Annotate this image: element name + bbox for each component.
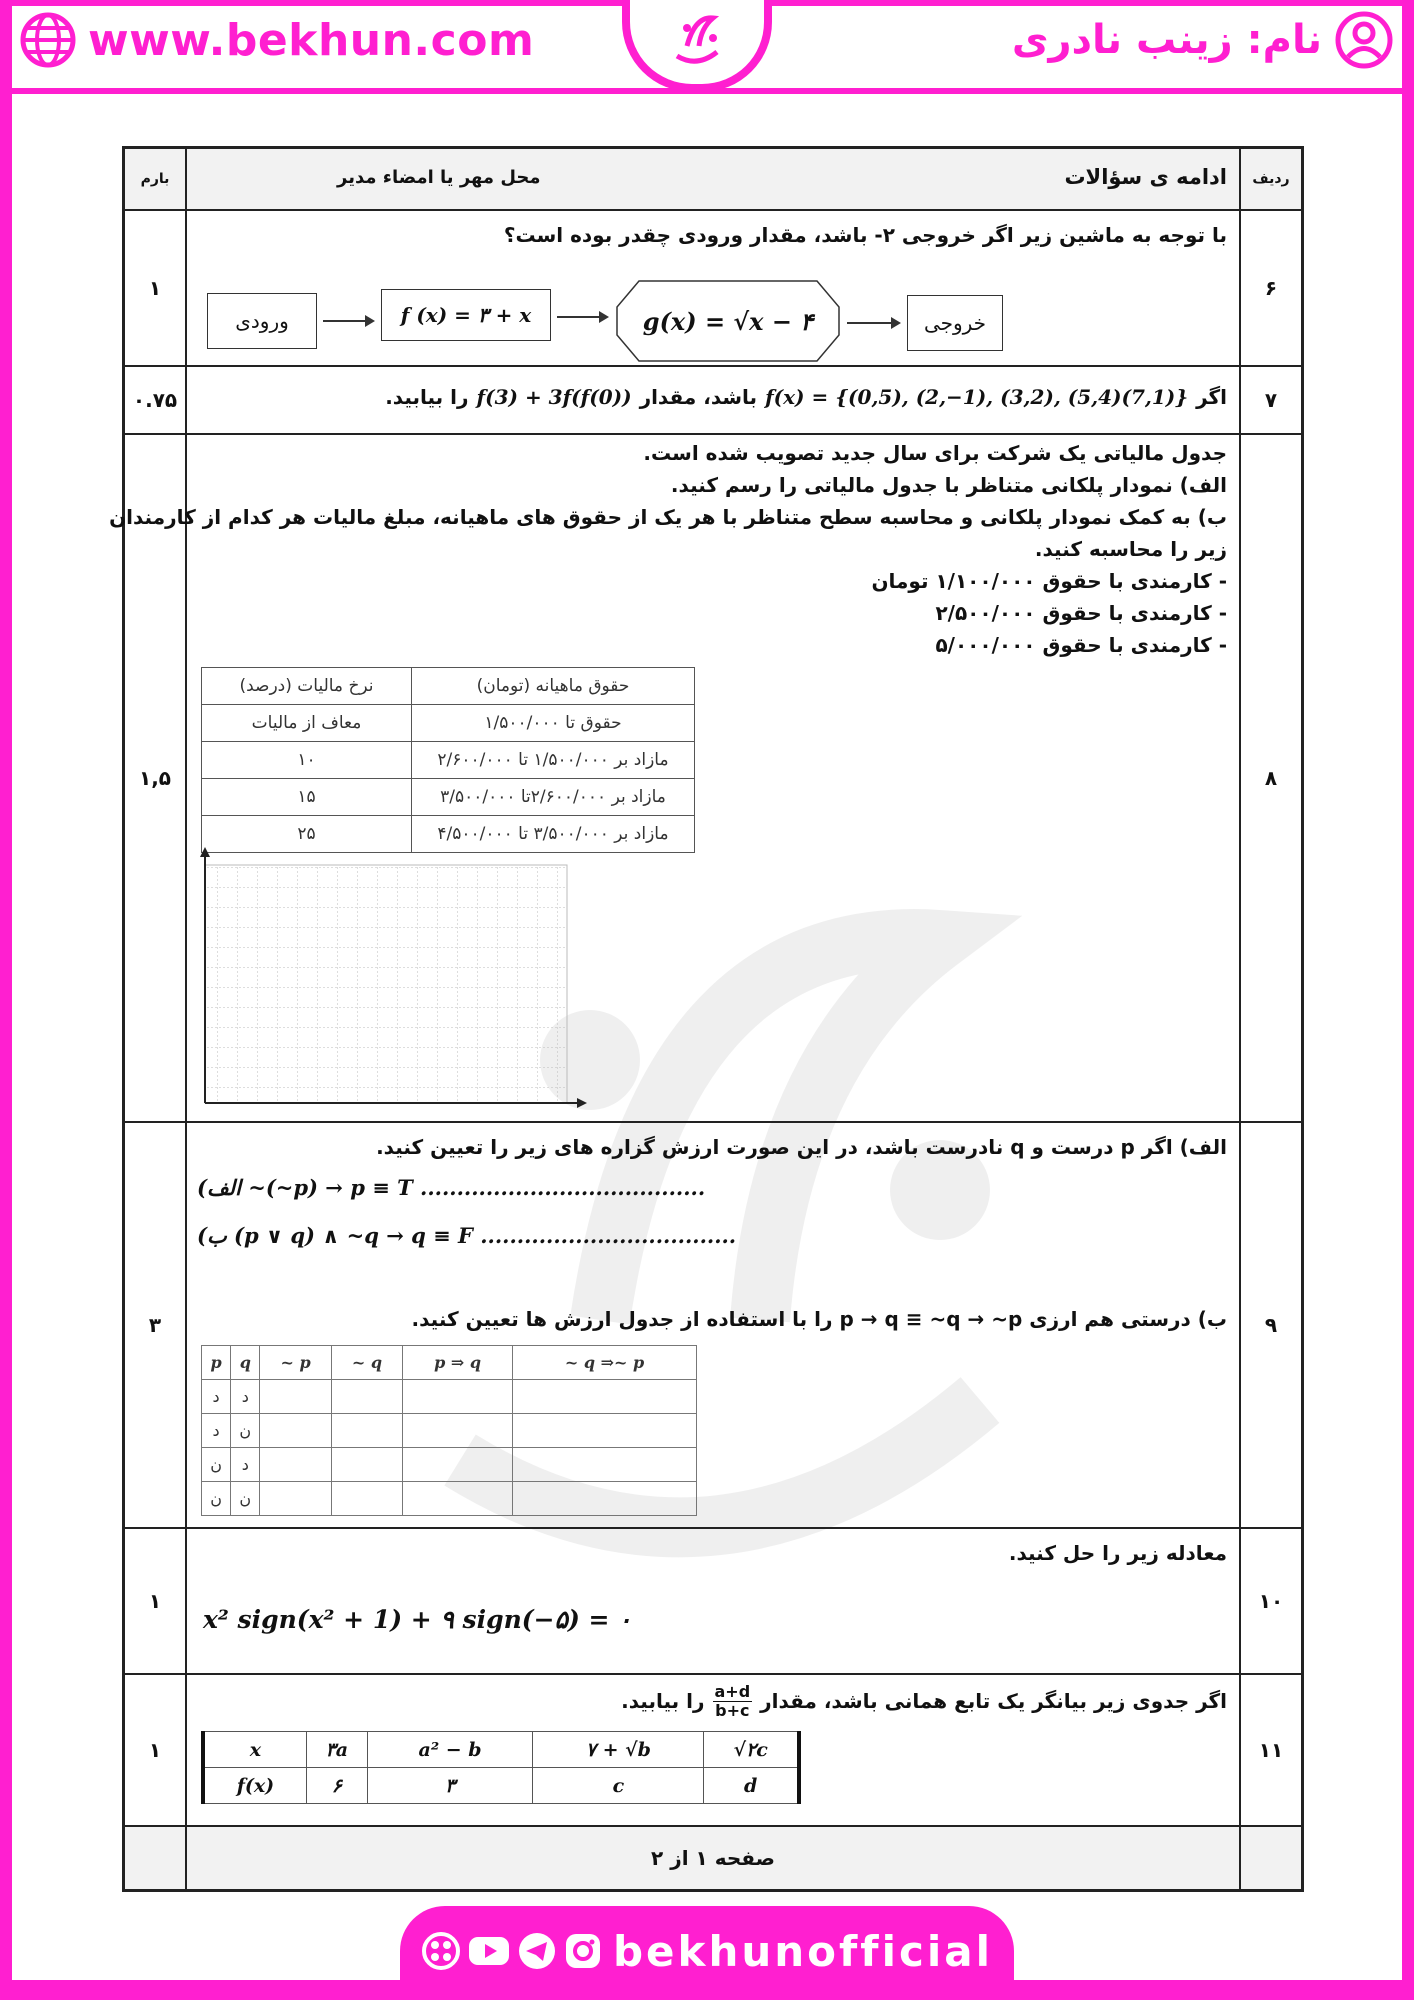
question-score: ۰.۷۵ bbox=[125, 367, 187, 433]
blank-cell[interactable] bbox=[403, 1482, 513, 1516]
table-cell: حقوق تا ۱/۵۰۰/۰۰۰ bbox=[412, 705, 695, 742]
table-cell: معاف از مالیات bbox=[202, 705, 412, 742]
question-number: ۸ bbox=[1239, 435, 1301, 1121]
table-cell: ۷ + √b bbox=[533, 1732, 704, 1768]
table-cell: ۱۰ bbox=[202, 742, 412, 779]
question-line: - کارمندی با حقوق ۱/۱۰۰/۰۰۰ تومان bbox=[871, 569, 1227, 593]
social-handle: bekhunofficial bbox=[612, 1926, 993, 1976]
question-line: جدول مالیاتی یک شرکت برای سال جدید تصویب شده است. bbox=[643, 441, 1227, 465]
user-icon bbox=[1334, 10, 1394, 70]
table-row bbox=[203, 1732, 799, 1768]
question-number: ۶ bbox=[1239, 211, 1301, 365]
q7-text-b: باشد، مقدار bbox=[639, 385, 758, 409]
q11-text-a: اگر جدوی زیر بیانگر یک تابع همانی باشد، مقدار bbox=[760, 1689, 1227, 1714]
question-row bbox=[125, 211, 1301, 367]
table-cell: ن bbox=[231, 1482, 260, 1516]
question-text: ب) درستی هم ارزی p → q ≡ ~q → ~p را با استفاده از جدول ارزش ها تعیین کنید. bbox=[411, 1307, 1227, 1331]
site-link[interactable] bbox=[20, 12, 534, 68]
input-box: ورودی bbox=[207, 293, 317, 349]
expression: f(3) + 3f(f(0)) bbox=[476, 385, 632, 409]
statement-a: (الف ~(~p) → p ≡ T ....................................... bbox=[197, 1175, 706, 1200]
arrow bbox=[323, 320, 373, 322]
g-function-label: g(x) = √x − ۴ bbox=[642, 306, 814, 336]
table-row bbox=[202, 779, 695, 816]
table-cell: مازاد بر ۲/۶۰۰/۰۰۰تا ۳/۵۰۰/۰۰۰ bbox=[412, 779, 695, 816]
question-number: ۱۱ bbox=[1239, 1675, 1301, 1825]
truth-header: p bbox=[202, 1346, 231, 1380]
equation: x² sign(x² + 1) + ۹ sign(−۵) = ۰ bbox=[203, 1605, 632, 1634]
section-title: ادامه ی سؤالات bbox=[1064, 165, 1227, 189]
blank-cell[interactable] bbox=[403, 1380, 513, 1414]
table-header bbox=[202, 1346, 697, 1380]
question-score: ۱ bbox=[125, 1529, 187, 1673]
blank-cell[interactable] bbox=[403, 1414, 513, 1448]
question-row bbox=[125, 367, 1301, 435]
globe-icon bbox=[20, 12, 76, 68]
question-number: ۹ bbox=[1239, 1123, 1301, 1527]
question-row bbox=[125, 1123, 1301, 1529]
truth-header: q bbox=[231, 1346, 260, 1380]
table-header-row bbox=[125, 149, 1301, 211]
truth-table bbox=[201, 1345, 697, 1516]
salary-header: حقوق ماهیانه (تومان) bbox=[412, 668, 695, 705]
telegram-icon[interactable] bbox=[517, 1931, 557, 1971]
table-cell: ن bbox=[231, 1414, 260, 1448]
question-score: ۱,۵ bbox=[125, 435, 187, 1121]
step-chart-grid bbox=[197, 847, 587, 1113]
table-row bbox=[202, 1380, 697, 1414]
table-cell: ۳ bbox=[367, 1768, 533, 1804]
empty-cell bbox=[125, 1827, 187, 1889]
function-table bbox=[201, 1731, 801, 1804]
question-number: ۱۰ bbox=[1239, 1529, 1301, 1673]
blank-cell[interactable] bbox=[513, 1414, 697, 1448]
blank-cell[interactable] bbox=[513, 1448, 697, 1482]
tax-table bbox=[201, 667, 695, 853]
student-name bbox=[1012, 10, 1394, 70]
question-row bbox=[125, 1529, 1301, 1675]
blank-cell[interactable] bbox=[260, 1414, 331, 1448]
blank-cell[interactable] bbox=[403, 1448, 513, 1482]
instagram-icon[interactable] bbox=[563, 1931, 603, 1971]
truth-header: ~ q bbox=[331, 1346, 402, 1380]
table-cell: د bbox=[202, 1380, 231, 1414]
site-url: www.bekhun.com bbox=[88, 14, 535, 66]
blank-cell[interactable] bbox=[513, 1482, 697, 1516]
table-cell: د bbox=[202, 1414, 231, 1448]
page-number: صفحه ۱ از ۲ bbox=[651, 1846, 775, 1870]
blank-cell[interactable] bbox=[513, 1380, 697, 1414]
question-score: ۱ bbox=[125, 211, 187, 365]
table-header bbox=[202, 668, 695, 705]
table-cell: د bbox=[231, 1380, 260, 1414]
table-cell: d bbox=[704, 1768, 799, 1804]
table-cell: مازاد بر ۳/۵۰۰/۰۰۰ تا ۴/۵۰۰/۰۰۰ bbox=[412, 816, 695, 853]
arrow bbox=[847, 322, 899, 324]
f-function-box: f (x) = ۳ + x bbox=[381, 289, 551, 341]
brand-logo-icon bbox=[657, 6, 737, 78]
output-box: خروجی bbox=[907, 295, 1003, 351]
table-cell: ۱۵ bbox=[202, 779, 412, 816]
truth-header: ~ p bbox=[260, 1346, 331, 1380]
question-line: زیر را محاسبه کنید. bbox=[1034, 537, 1227, 561]
table-cell: x bbox=[203, 1732, 306, 1768]
name-label: نام: زینب نادری bbox=[1011, 17, 1322, 63]
q7-text-a: اگر bbox=[1196, 385, 1227, 409]
statement-b: (ب (p ∨ q) ∧ ~q → q ≡ F ................................... bbox=[197, 1223, 737, 1248]
social-icons bbox=[421, 1931, 603, 1971]
table-cell: ن bbox=[202, 1448, 231, 1482]
question-number: ۷ bbox=[1239, 367, 1301, 433]
question-line: - کارمندی با حقوق ۲/۵۰۰/۰۰۰ bbox=[935, 601, 1227, 625]
exam-table bbox=[109, 146, 1304, 1892]
table-row bbox=[202, 1448, 697, 1482]
q7-text-c: را بیابید. bbox=[385, 385, 469, 409]
blank-cell[interactable] bbox=[331, 1414, 402, 1448]
q11-text-b: را بیابید. bbox=[621, 1689, 705, 1714]
table-cell: ۲۵ bbox=[202, 816, 412, 853]
table-row bbox=[202, 1414, 697, 1448]
function-set: f(x) = {(0,5), (2,−1), (3,2), (5,4)(7,1)} bbox=[765, 385, 1189, 409]
aparat-icon[interactable] bbox=[421, 1931, 461, 1971]
table-row bbox=[202, 1482, 697, 1516]
empty-cell bbox=[1239, 1827, 1301, 1889]
fraction-denominator: b+c bbox=[715, 1700, 750, 1720]
number-column-header: ردیف bbox=[1239, 149, 1301, 209]
question-row bbox=[125, 1675, 1301, 1827]
table-cell: ۶ bbox=[306, 1768, 367, 1804]
question-line: الف) نمودار پلکانی متناظر با جدول مالیاتی را رسم کنید. bbox=[670, 473, 1227, 497]
question-text: الف) اگر p درست و q نادرست باشد، در این صورت ارزش گزاره های زیر را تعیین کنید. bbox=[376, 1135, 1227, 1159]
fraction-numerator: a+d bbox=[714, 1682, 751, 1701]
stamp-label: محل مهر یا امضاء مدیر bbox=[337, 167, 541, 188]
page-number-row bbox=[125, 1827, 1301, 1889]
table-row bbox=[202, 742, 695, 779]
score-column-header: بارم bbox=[125, 149, 187, 209]
question-row bbox=[109, 435, 1301, 1123]
question-line: ب) به کمک نمودار پلکانی و محاسبه سطح متناظر با هر یک از حقوق های ماهیانه، مبلغ مالیات هر کدام از کارمندان bbox=[109, 505, 1227, 529]
table-cell: مازاد بر ۱/۵۰۰/۰۰۰ تا ۲/۶۰۰/۰۰۰ bbox=[412, 742, 695, 779]
table-cell: د bbox=[231, 1448, 260, 1482]
fraction bbox=[713, 1683, 753, 1719]
question-text bbox=[385, 385, 1227, 409]
blank-cell[interactable] bbox=[260, 1448, 331, 1482]
table-cell: ن bbox=[202, 1482, 231, 1516]
blank-cell[interactable] bbox=[331, 1448, 402, 1482]
youtube-icon[interactable] bbox=[467, 1931, 511, 1971]
truth-header: ~ q ⇒~ p bbox=[513, 1346, 697, 1380]
tax-rate-header: نرخ مالیات (درصد) bbox=[202, 668, 412, 705]
blank-cell[interactable] bbox=[260, 1380, 331, 1414]
truth-header: p ⇒ q bbox=[403, 1346, 513, 1380]
table-cell: f(x) bbox=[203, 1768, 306, 1804]
question-score: ۱ bbox=[125, 1675, 187, 1825]
question-score: ۳ bbox=[125, 1123, 187, 1527]
table-cell: ۳a bbox=[306, 1732, 367, 1768]
blank-cell[interactable] bbox=[331, 1482, 402, 1516]
table-row bbox=[202, 705, 695, 742]
table-row bbox=[203, 1768, 799, 1804]
table-cell: √۲c bbox=[704, 1732, 799, 1768]
question-line: - کارمندی با حقوق ۵/۰۰۰/۰۰۰ bbox=[935, 633, 1227, 657]
table-cell: c bbox=[533, 1768, 704, 1804]
question-text: معادله زیر را حل کنید. bbox=[1008, 1541, 1227, 1565]
table-cell: a² − b bbox=[367, 1732, 533, 1768]
arrow bbox=[557, 316, 607, 318]
question-text bbox=[621, 1683, 1227, 1719]
blank-cell[interactable] bbox=[331, 1380, 402, 1414]
social-footer bbox=[400, 1906, 1014, 1996]
question-text: با توجه به ماشین زیر اگر خروجی ۲- باشد، مقدار ورودی چقدر بوده است؟ bbox=[503, 223, 1227, 247]
blank-cell[interactable] bbox=[260, 1482, 331, 1516]
